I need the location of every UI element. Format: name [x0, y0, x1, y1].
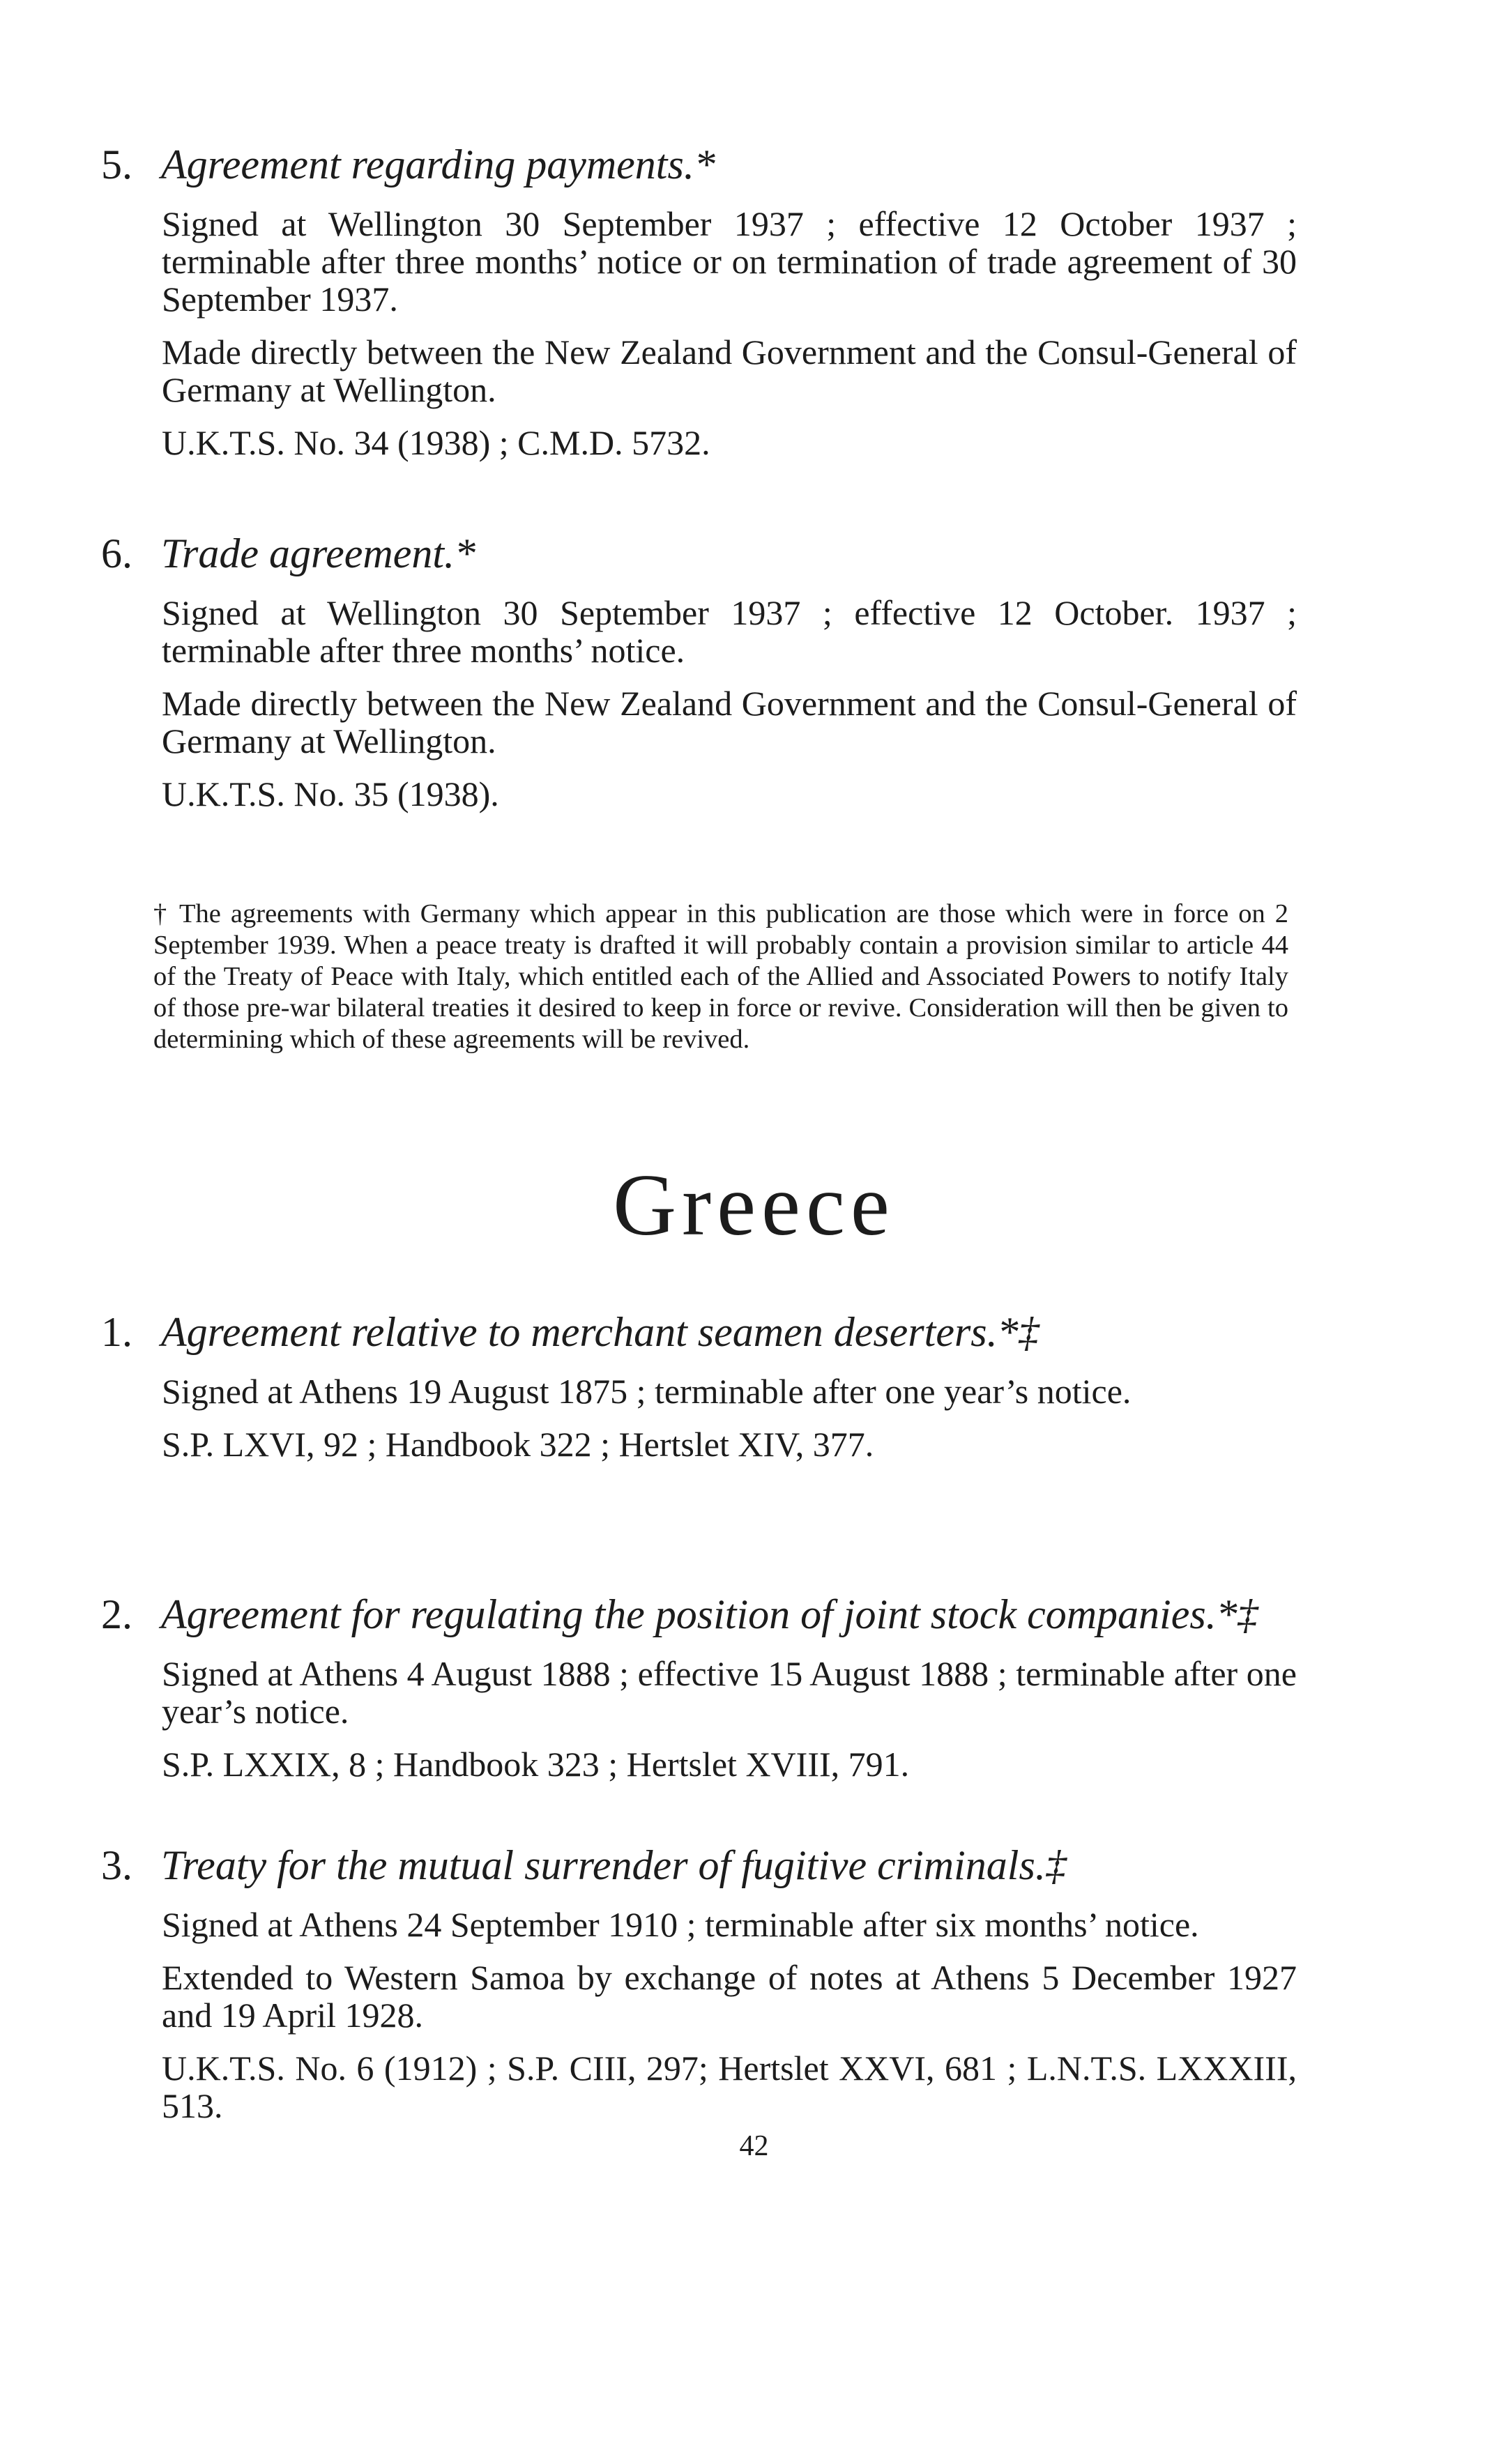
- footnote: † The agreements with Germany which appear in this publication are those which were in force on 2 September 1939. When a peace treaty is drafted it will probably contain a provision similar to article 44 of the Treaty of Peace with Italy, which entitled each of the Allied and Associated Powers to notify Italy of those pre-war bilateral treaties it desired to keep in force or revive. Consideration will then be given to determining which of these agreements will be revived.: [153, 898, 1288, 1054]
- entry-paragraph: Signed at Wellington 30 September 1937 ; effective 12 October 1937 ; terminable after three months’ notice or on termination of trade agreement of 30 September 1937.: [162, 204, 1297, 319]
- entry-heading: [101, 1307, 1300, 1357]
- entry-heading: [101, 1589, 1300, 1639]
- entry-citation: S.P. LXVI, 92 ; Handbook 322 ; Hertslet XIV, 377.: [162, 1425, 874, 1464]
- entry-heading: [101, 1840, 1300, 1890]
- entry-germany-6: [101, 528, 1300, 828]
- entry-paragraph: Extended to Western Samoa by exchange of notes at Athens 5 December 1927 and 19 April 1928.: [162, 1958, 1297, 2035]
- entry-title: Agreement for regulating the position of joint stock companies.*‡: [161, 1591, 1258, 1637]
- entry-paragraph: Signed at Athens 19 August 1875 ; terminable after one year’s notice.: [162, 1372, 1132, 1411]
- entry-paragraph: Made directly between the New Zealand Government and the Consul-General of Germany at Wellington.: [162, 332, 1297, 409]
- entry-greece-2: [101, 1589, 1300, 1798]
- entry-number: 6.: [101, 530, 132, 576]
- entry-greece-1: [101, 1307, 1300, 1478]
- page-number: 42: [739, 2130, 769, 2162]
- entry-citation: S.P. LXXIX, 8 ; Handbook 323 ; Hertslet XVIII, 791.: [162, 1745, 910, 1784]
- entry-paragraph: Made directly between the New Zealand Government and the Consul-General of Germany at Wellington.: [162, 684, 1297, 760]
- entry-title: Treaty for the mutual surrender of fugitive criminals.‡: [161, 1842, 1067, 1888]
- entry-citation: U.K.T.S. No. 34 (1938) ; C.M.D. 5732.: [162, 423, 710, 462]
- entry-paragraph: Signed at Athens 24 September 1910 ; terminable after six months’ notice.: [162, 1905, 1199, 1944]
- entry-germany-5: [101, 139, 1300, 477]
- entry-heading: [101, 528, 1300, 579]
- entry-number: 3.: [101, 1842, 132, 1888]
- entry-citation: U.K.T.S. No. 35 (1938).: [162, 774, 499, 813]
- entry-paragraph: Signed at Athens 4 August 1888 ; effective 15 August 1888 ; terminable after one year’s notice.: [162, 1654, 1297, 1731]
- entry-number: 1.: [101, 1309, 132, 1355]
- section-title: Greece: [613, 1157, 895, 1254]
- entry-title: Agreement regarding payments.*: [161, 141, 715, 188]
- entry-title: Trade agreement.*: [161, 530, 476, 576]
- entry-number: 2.: [101, 1591, 132, 1637]
- entry-title: Agreement relative to merchant seamen deserters.*‡: [161, 1309, 1039, 1355]
- entry-greece-3: [101, 1840, 1300, 2140]
- entry-paragraph: Signed at Wellington 30 September 1937 ; effective 12 October. 1937 ; terminable after three months’ notice.: [162, 593, 1297, 670]
- entry-number: 5.: [101, 141, 132, 188]
- entry-citation: U.K.T.S. No. 6 (1912) ; S.P. CIII, 297; Hertslet XXVI, 681 ; L.N.T.S. LXXXIII, 513.: [162, 2049, 1297, 2125]
- entry-heading: [101, 139, 1300, 190]
